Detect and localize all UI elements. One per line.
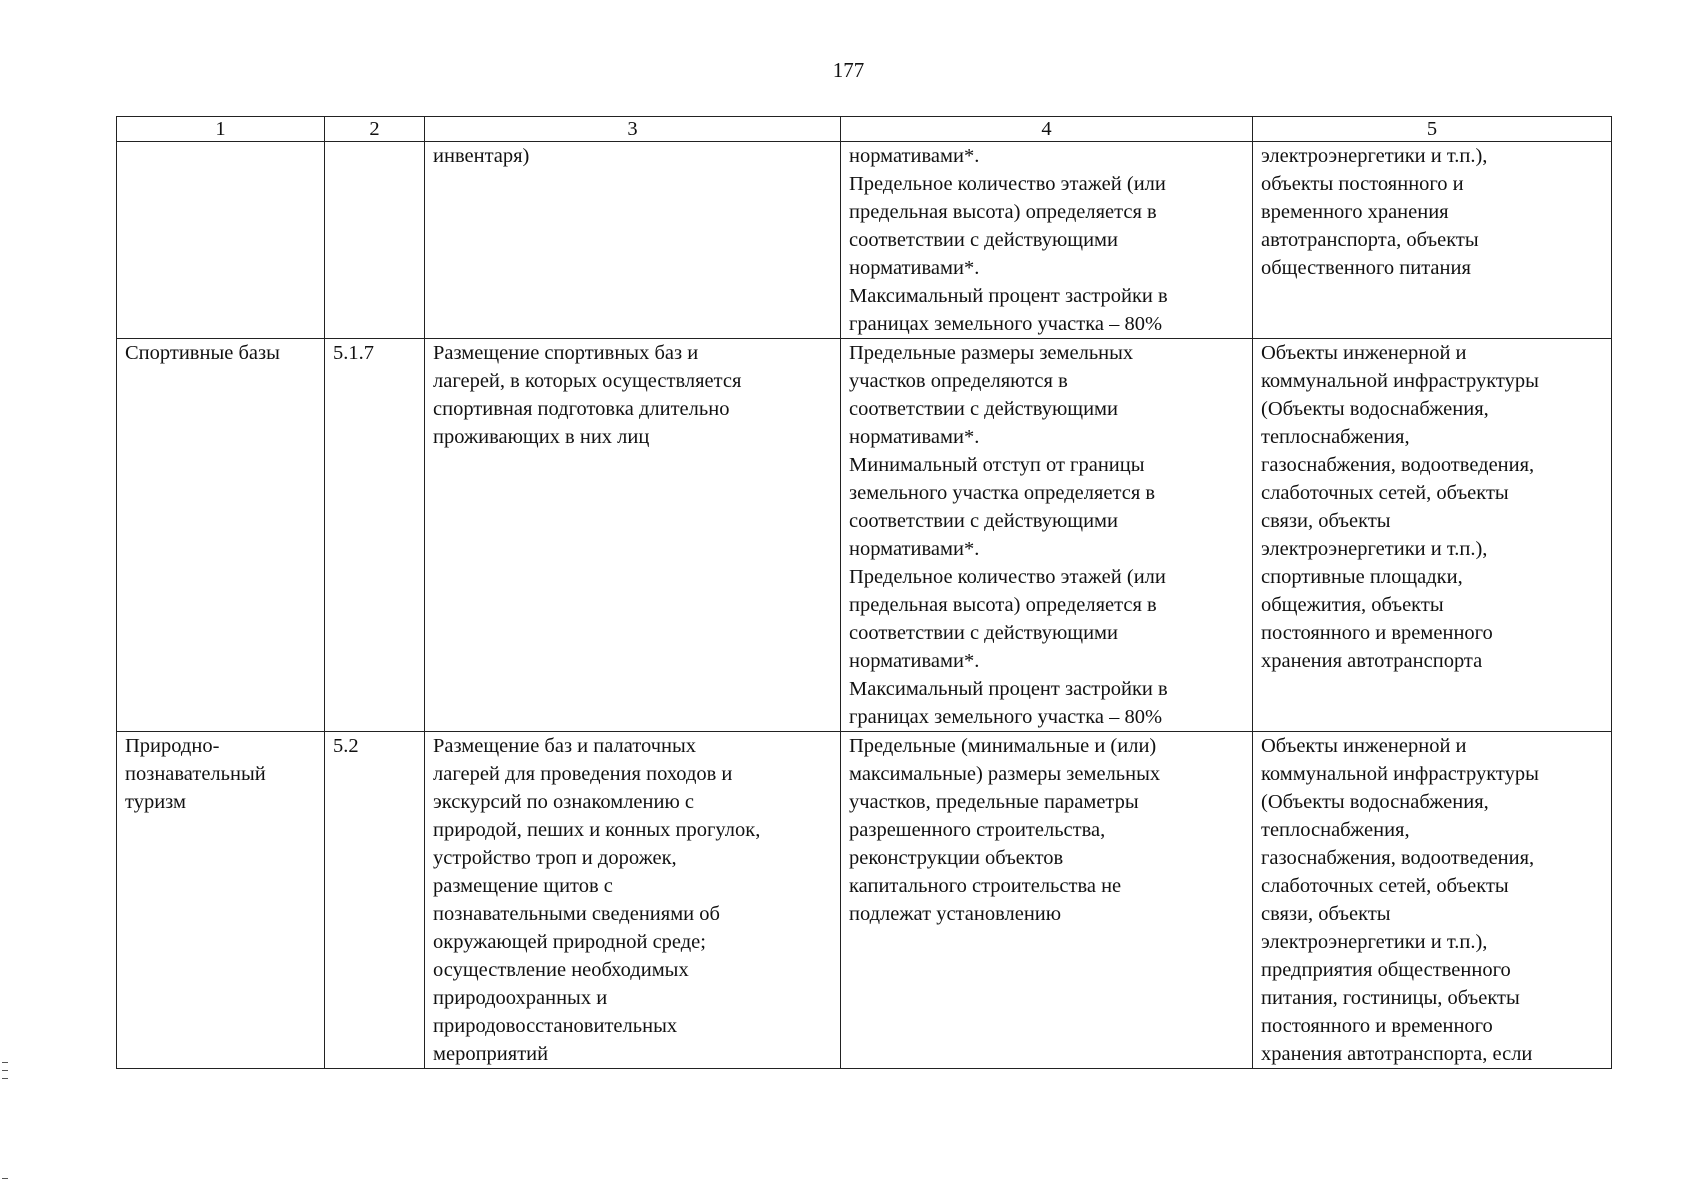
column-header-1: 1 [117, 117, 325, 142]
cell-use-description: Размещение спортивных баз и лагерей, в которых осуществляется спортивная подготовка длительно проживающих в них лиц [425, 339, 841, 732]
cell-use-code: 5.1.7 [325, 339, 425, 732]
column-header-3: 3 [425, 117, 841, 142]
cell-use-code [325, 142, 425, 339]
table-row [117, 732, 1612, 1069]
scan-margin-mark [2, 1078, 8, 1079]
cell-use-name [117, 142, 325, 339]
column-header-5: 5 [1253, 117, 1612, 142]
cell-build-parameters: Предельные размеры земельных участков определяются в соответствии с действующими нормативами*. Минимальный отступ от границы земельного участка определяется в соответствии с действующими нормативами*. Предельное количество этажей (или предельная высота) определяется в соответствии с действующими нормативами*. Максимальный процент застройки в границах земельного участка – 80% [841, 339, 1253, 732]
cell-use-name: Природно- познавательный туризм [117, 732, 325, 1069]
cell-auxiliary-uses: Объекты инженерной и коммунальной инфраструктуры (Объекты водоснабжения, теплоснабжения, газоснабжения, водоотведения, слаботочных сетей, объекты связи, объекты электроэнергетики и т.п.), предприятия общественного питания, гостиницы, объекты постоянного и временного хранения автотранспорта, если [1253, 732, 1612, 1069]
cell-auxiliary-uses: Объекты инженерной и коммунальной инфраструктуры (Объекты водоснабжения, теплоснабжения, газоснабжения, водоотведения, слаботочных сетей, объекты связи, объекты электроэнергетики и т.п.), спортивные площадки, общежития, объекты постоянного и временного хранения автотранспорта [1253, 339, 1612, 732]
cell-build-parameters: Предельные (минимальные и (или) максимальные) размеры земельных участков, предельные параметры разрешенного строительства, реконструкции объектов капитального строительства не подлежат установлению [841, 732, 1253, 1069]
cell-use-name: Спортивные базы [117, 339, 325, 732]
cell-use-code: 5.2 [325, 732, 425, 1069]
scan-margin-mark [2, 1062, 8, 1063]
table-row [117, 142, 1612, 339]
column-header-4: 4 [841, 117, 1253, 142]
cell-use-description: Размещение баз и палаточных лагерей для проведения походов и экскурсий по ознакомлению с природой, пеших и конных прогулок, устройство троп и дорожек, размещение щитов с познавательными сведениями об окружающей природной среде; осуществление необходимых природоохранных и природовосстановительных мероприятий [425, 732, 841, 1069]
cell-use-description: инвентаря) [425, 142, 841, 339]
column-header-2: 2 [325, 117, 425, 142]
land-use-table [116, 116, 1612, 1069]
table-header-row [117, 117, 1612, 142]
cell-auxiliary-uses: электроэнергетики и т.п.), объекты постоянного и временного хранения автотранспорта, объекты общественного питания [1253, 142, 1612, 339]
scan-margin-mark [2, 1070, 8, 1071]
scan-margin-mark [2, 1178, 8, 1179]
table-row [117, 339, 1612, 732]
page-number: 177 [832, 58, 865, 82]
cell-build-parameters: нормативами*. Предельное количество этажей (или предельная высота) определяется в соответствии с действующими нормативами*. Максимальный процент застройки в границах земельного участка – 80% [841, 142, 1253, 339]
